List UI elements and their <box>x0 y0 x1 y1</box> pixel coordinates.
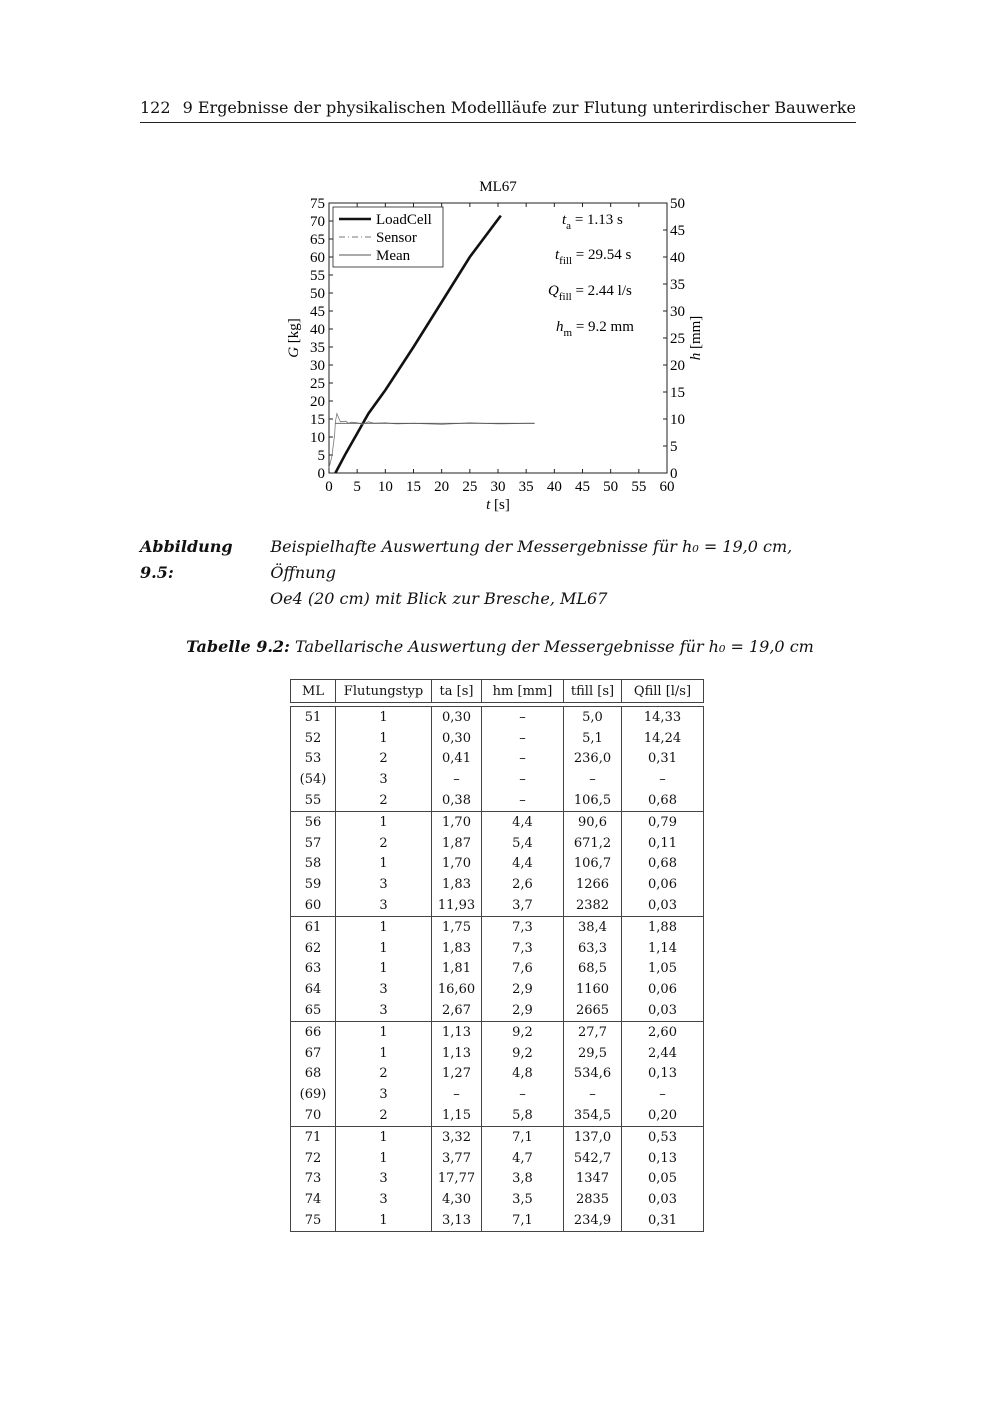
table-row <box>291 938 704 959</box>
page-number: 122 <box>140 98 171 117</box>
table-cell: 0,20 <box>622 1105 704 1126</box>
table-row <box>291 874 704 895</box>
table-row <box>291 1210 704 1231</box>
x-tick-label: 30 <box>490 479 506 495</box>
table-cell: 63 <box>291 959 336 980</box>
table-cell: 2,9 <box>482 1000 564 1021</box>
table-cell: 2835 <box>564 1189 622 1210</box>
table-cell: 236,0 <box>564 749 622 770</box>
x-tick-label: 0 <box>325 479 333 495</box>
table-cell: 3,7 <box>482 895 564 916</box>
table-cell: 0,30 <box>432 728 482 749</box>
table-cell: 1,05 <box>622 959 704 980</box>
x-tick-label: 50 <box>603 479 619 495</box>
figure-ml67 <box>270 170 730 520</box>
table-cell: 59 <box>291 874 336 895</box>
table-cell: 2 <box>336 833 432 854</box>
y2-tick-label: 10 <box>670 412 685 428</box>
table-cell: 0,11 <box>622 833 704 854</box>
y-tick-label: 0 <box>317 466 325 482</box>
table-cell: 1,13 <box>432 1043 482 1064</box>
y-axis-label: G [kg] <box>286 318 302 358</box>
table-body <box>291 703 704 1232</box>
y2-tick-label: 40 <box>670 250 685 266</box>
y-tick-label: 30 <box>310 358 325 374</box>
table-cell: 0,03 <box>622 1189 704 1210</box>
x-tick-label: 10 <box>377 479 393 495</box>
table-cell: 2665 <box>564 1000 622 1021</box>
table-cell: 0,53 <box>622 1126 704 1147</box>
table-row <box>291 854 704 875</box>
table-cell: 3 <box>336 895 432 916</box>
table-cell: 1 <box>336 938 432 959</box>
y2-tick-label: 35 <box>670 277 685 293</box>
table-row <box>291 707 704 728</box>
y-tick-label: 10 <box>310 430 325 446</box>
table-cell: 542,7 <box>564 1148 622 1169</box>
table-cell: 4,4 <box>482 811 564 832</box>
table-cell: 2,60 <box>622 1021 704 1042</box>
table-cell: 7,1 <box>482 1126 564 1147</box>
table-cell: 5,4 <box>482 833 564 854</box>
table-cell: 534,6 <box>564 1064 622 1085</box>
table-cell: 3 <box>336 1000 432 1021</box>
table-cell: 3 <box>336 979 432 1000</box>
x-tick-label: 55 <box>631 479 647 495</box>
table-cell: 3 <box>336 769 432 790</box>
table-cell: 1 <box>336 728 432 749</box>
table-cell: 62 <box>291 938 336 959</box>
running-header <box>140 96 856 123</box>
table-cell: – <box>622 769 704 790</box>
table-cell: 106,5 <box>564 790 622 811</box>
table-cell: 64 <box>291 979 336 1000</box>
table-cell: 0,06 <box>622 874 704 895</box>
table-cell: 3 <box>336 874 432 895</box>
y-tick-label: 50 <box>310 286 325 302</box>
y2-tick-label: 5 <box>670 439 678 455</box>
table-cell: 63,3 <box>564 938 622 959</box>
table-cell: 1 <box>336 1021 432 1042</box>
table-cell: 51 <box>291 707 336 728</box>
table-cell: 1,88 <box>622 916 704 937</box>
table-cell: 1 <box>336 1148 432 1169</box>
table-row <box>291 1105 704 1126</box>
table-cell: 1,70 <box>432 854 482 875</box>
table-cell: 4,4 <box>482 854 564 875</box>
figure-caption-line1 <box>140 534 856 586</box>
x-tick-label: 15 <box>406 479 421 495</box>
table-cell: 29,5 <box>564 1043 622 1064</box>
table-caption-text: Tabellarische Auswertung der Messergebnisse für h₀ = 19,0 cm <box>295 637 814 656</box>
table-cell: 1,14 <box>622 938 704 959</box>
table-cell: – <box>564 1084 622 1105</box>
table-cell: 2,6 <box>482 874 564 895</box>
table-cell: 1 <box>336 707 432 728</box>
table-cell: 55 <box>291 790 336 811</box>
y-tick-label: 40 <box>310 322 325 338</box>
table-cell: 4,8 <box>482 1064 564 1085</box>
y-tick-label: 60 <box>310 250 325 266</box>
table-cell: 2,9 <box>482 979 564 1000</box>
y-tick-label: 25 <box>310 376 325 392</box>
table-row <box>291 1084 704 1105</box>
table-cell: – <box>432 769 482 790</box>
table-cell: 1160 <box>564 979 622 1000</box>
legend-label-mean: Mean <box>376 248 411 264</box>
table-row <box>291 979 704 1000</box>
table-row <box>291 728 704 749</box>
figure-caption <box>140 534 856 612</box>
table-cell: 7,1 <box>482 1210 564 1231</box>
table-cell: 1,15 <box>432 1105 482 1126</box>
table-cell: 1 <box>336 1043 432 1064</box>
table-cell: 1,83 <box>432 938 482 959</box>
table-row <box>291 1064 704 1085</box>
table-cell: 3 <box>336 1084 432 1105</box>
y2-tick-label: 45 <box>670 223 685 239</box>
table-cell: 1 <box>336 811 432 832</box>
table-row <box>291 959 704 980</box>
table-cell: 671,2 <box>564 833 622 854</box>
table-cell: (54) <box>291 769 336 790</box>
table-cell: 90,6 <box>564 811 622 832</box>
table-cell: 58 <box>291 854 336 875</box>
col-header-flutungstyp: Flutungstyp <box>336 680 432 703</box>
x-tick-label: 60 <box>659 479 675 495</box>
table-cell: 1,87 <box>432 833 482 854</box>
annotation-hm: $h_m = 9.2$ mm <box>556 319 634 339</box>
table-cell: 2,67 <box>432 1000 482 1021</box>
series-sensor <box>329 414 535 468</box>
legend-label-sensor: Sensor <box>376 230 417 246</box>
table-cell: 0,79 <box>622 811 704 832</box>
table-cell: – <box>482 749 564 770</box>
y-tick-label: 20 <box>310 394 325 410</box>
table-cell: 68,5 <box>564 959 622 980</box>
x-tick-label: 45 <box>575 479 590 495</box>
table-cell: 9,2 <box>482 1043 564 1064</box>
table-cell: (69) <box>291 1084 336 1105</box>
table-row <box>291 916 704 937</box>
table-cell: – <box>482 790 564 811</box>
table-row <box>291 769 704 790</box>
table-row <box>291 1189 704 1210</box>
y2-tick-label: 25 <box>670 331 685 347</box>
y-tick-label: 75 <box>310 196 325 212</box>
table-cell: 52 <box>291 728 336 749</box>
table-cell: 57 <box>291 833 336 854</box>
y2-tick-label: 20 <box>670 358 685 374</box>
table-cell: 14,24 <box>622 728 704 749</box>
table-cell: 73 <box>291 1169 336 1190</box>
figure-caption-text-2: Oe4 (20 cm) mit Blick zur Bresche, ML67 <box>270 589 608 608</box>
table-cell: – <box>482 769 564 790</box>
table-cell: 1 <box>336 959 432 980</box>
y-tick-label: 45 <box>310 304 325 320</box>
x-tick-label: 5 <box>353 479 361 495</box>
y-tick-label: 5 <box>317 448 325 464</box>
chart-svg <box>270 170 730 520</box>
table-cell: 3 <box>336 1189 432 1210</box>
table-cell: 11,93 <box>432 895 482 916</box>
table-cell: 7,3 <box>482 938 564 959</box>
annotation-ta: $t_a = 1.13$ s <box>562 212 623 232</box>
table-cell: 0,30 <box>432 707 482 728</box>
table-cell: 4,7 <box>482 1148 564 1169</box>
results-table <box>290 679 704 1232</box>
table-cell: 38,4 <box>564 916 622 937</box>
table-cell: 1,13 <box>432 1021 482 1042</box>
table-cell: – <box>564 769 622 790</box>
table-cell: 0,31 <box>622 749 704 770</box>
table-cell: 1,27 <box>432 1064 482 1085</box>
y2-tick-label: 30 <box>670 304 685 320</box>
table-cell: 65 <box>291 1000 336 1021</box>
table-cell: 3,5 <box>482 1189 564 1210</box>
table-row <box>291 1169 704 1190</box>
table-cell: 27,7 <box>564 1021 622 1042</box>
table-cell: – <box>432 1084 482 1105</box>
y-tick-label: 35 <box>310 340 325 356</box>
table-cell: – <box>622 1084 704 1105</box>
table-cell: 1,81 <box>432 959 482 980</box>
table-cell: 4,30 <box>432 1189 482 1210</box>
col-header-hm: hm [mm] <box>482 680 564 703</box>
col-header-tfill: tfill [s] <box>564 680 622 703</box>
table-cell: 71 <box>291 1126 336 1147</box>
x-axis-label: t [s] <box>486 497 510 513</box>
table-cell: – <box>482 707 564 728</box>
table-cell: 1266 <box>564 874 622 895</box>
table-cell: 7,6 <box>482 959 564 980</box>
table-cell: 3,13 <box>432 1210 482 1231</box>
table-cell: 1,83 <box>432 874 482 895</box>
table-cell: 0,38 <box>432 790 482 811</box>
table-cell: 0,05 <box>622 1169 704 1190</box>
table-row <box>291 895 704 916</box>
table-cell: 2 <box>336 790 432 811</box>
y-tick-label: 65 <box>310 232 325 248</box>
table-row <box>291 833 704 854</box>
table-cell: 53 <box>291 749 336 770</box>
table-cell: 9,2 <box>482 1021 564 1042</box>
x-tick-label: 20 <box>434 479 450 495</box>
table-row <box>291 749 704 770</box>
running-title: 9 Ergebnisse der physikalischen Modellläufe zur Flutung unterirdischer Bauwerke <box>182 98 856 117</box>
table-cell: 0,41 <box>432 749 482 770</box>
figure-caption-text-1: Beispielhafte Auswertung der Messergebnisse für h₀ = 19,0 cm, Öffnung <box>270 537 793 582</box>
table-cell: 70 <box>291 1105 336 1126</box>
table-row <box>291 790 704 811</box>
table-cell: 5,0 <box>564 707 622 728</box>
table-cell: 137,0 <box>564 1126 622 1147</box>
table-cell: 7,3 <box>482 916 564 937</box>
table-cell: 0,13 <box>622 1148 704 1169</box>
table-cell: 3 <box>336 1169 432 1190</box>
y2-tick-label: 0 <box>670 466 678 482</box>
table-cell: 75 <box>291 1210 336 1231</box>
table-cell: 17,77 <box>432 1169 482 1190</box>
table-cell: 5,8 <box>482 1105 564 1126</box>
table-cell: 1,70 <box>432 811 482 832</box>
table-cell: 0,68 <box>622 790 704 811</box>
table-cell: 2,44 <box>622 1043 704 1064</box>
col-header-ta: ta [s] <box>432 680 482 703</box>
table-cell: 0,06 <box>622 979 704 1000</box>
annotation-qfill: $Q_{fill} = 2.44$ l/s <box>548 283 632 303</box>
table-cell: 0,03 <box>622 1000 704 1021</box>
x-tick-label: 40 <box>546 479 562 495</box>
table-cell: 60 <box>291 895 336 916</box>
table-cell: 0,31 <box>622 1210 704 1231</box>
table-cell: 354,5 <box>564 1105 622 1126</box>
table-cell: 72 <box>291 1148 336 1169</box>
table-cell: 1 <box>336 1126 432 1147</box>
figure-caption-label: Abbildung 9.5: <box>140 537 233 582</box>
table-row <box>291 1148 704 1169</box>
table-cell: 106,7 <box>564 854 622 875</box>
table-cell: 14,33 <box>622 707 704 728</box>
table-cell: 1 <box>336 854 432 875</box>
table-cell: 2 <box>336 1105 432 1126</box>
table-cell: 3,8 <box>482 1169 564 1190</box>
col-header-qfill: Qfill [l/s] <box>622 680 704 703</box>
legend-label-loadcell: LoadCell <box>376 212 432 228</box>
table-cell: 2382 <box>564 895 622 916</box>
table-cell: 74 <box>291 1189 336 1210</box>
table-cell: – <box>482 1084 564 1105</box>
table-cell: 1 <box>336 916 432 937</box>
table-cell: – <box>482 728 564 749</box>
table-cell: 56 <box>291 811 336 832</box>
y-tick-label: 55 <box>310 268 325 284</box>
table-row <box>291 1021 704 1042</box>
table-cell: 0,68 <box>622 854 704 875</box>
table-cell: 2 <box>336 749 432 770</box>
table-cell: 16,60 <box>432 979 482 1000</box>
table-caption <box>0 637 1000 656</box>
y-tick-label: 70 <box>310 214 325 230</box>
table-cell: 61 <box>291 916 336 937</box>
y-tick-label: 15 <box>310 412 325 428</box>
x-tick-label: 25 <box>462 479 478 495</box>
table-cell: 1,75 <box>432 916 482 937</box>
table-cell: 3,77 <box>432 1148 482 1169</box>
table-caption-label: Tabelle 9.2: <box>186 637 290 656</box>
table-row <box>291 1126 704 1147</box>
y2-tick-label: 15 <box>670 385 685 401</box>
chart-title: ML67 <box>479 179 517 195</box>
table-cell: 0,13 <box>622 1064 704 1085</box>
table-cell: 2 <box>336 1064 432 1085</box>
table-header-row <box>291 680 704 703</box>
table-row <box>291 1043 704 1064</box>
table-cell: 1 <box>336 1210 432 1231</box>
table-row <box>291 811 704 832</box>
table-row <box>291 1000 704 1021</box>
col-header-ml: ML <box>291 680 336 703</box>
annotation-tfill: $t_{fill} = 29.54$ s <box>555 247 632 267</box>
table-cell: 68 <box>291 1064 336 1085</box>
y2-axis-label: h [mm] <box>688 315 704 361</box>
table-cell: 5,1 <box>564 728 622 749</box>
table-cell: 234,9 <box>564 1210 622 1231</box>
table-cell: 0,03 <box>622 895 704 916</box>
x-tick-label: 35 <box>518 479 534 495</box>
table-cell: 3,32 <box>432 1126 482 1147</box>
table-cell: 66 <box>291 1021 336 1042</box>
table-cell: 1347 <box>564 1169 622 1190</box>
table-cell: 67 <box>291 1043 336 1064</box>
y2-tick-label: 50 <box>670 196 685 212</box>
